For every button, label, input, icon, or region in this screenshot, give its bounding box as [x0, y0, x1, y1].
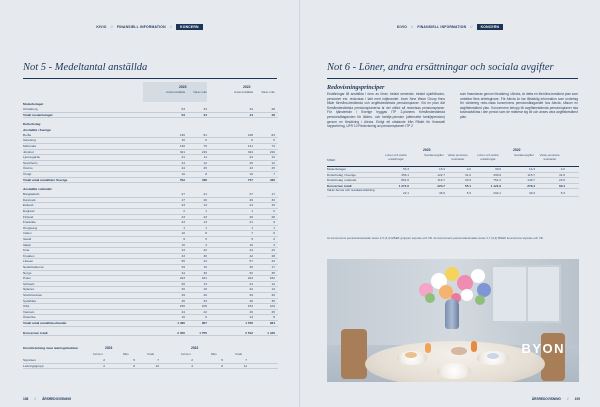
cell-value: 182 [269, 276, 275, 281]
cell-value: 150 [179, 304, 185, 309]
row-label: Borås [23, 132, 32, 137]
col-head: Kvinnor [181, 352, 191, 356]
table-body [23, 102, 278, 336]
cell-value: 53 [181, 112, 185, 117]
cell-value: 6 [205, 138, 207, 143]
note-title: Not 6 - Löner, andra ersättningar och sociala avgifter [327, 62, 554, 73]
cell-value: 48 [249, 298, 253, 303]
cell-value: 0 [273, 209, 275, 214]
col-head: Män [123, 352, 129, 356]
cell-value: 26 [203, 197, 207, 202]
cell-value: 957 [201, 320, 207, 325]
cell-value: 7 [273, 171, 275, 176]
cell-value: 44 [249, 248, 253, 253]
cell-value: 356.1 [401, 172, 409, 177]
cell-value: 44 [181, 166, 185, 171]
row-label: Anställda i Sverige [23, 127, 51, 132]
body-paragraph: Ersättningar till anställda i form av löner, betald semester, betald sjukfrånvaro, pensioner etc. redovisas i takt med intjänandet. Inom New Wave Group finns både förmåns-bestämda och avgiftsbestämda pensionsplaner. Vid en plan där förmånsbestämda pensionsplanerna är del utförd så redovisas pensionsplaner. För tjänstemän i Sverige tryggas ITP 2-planens förmånsbestämda pensionsåtaganden för ålders- och familje-pension (alternativt familjepension) genom en försäkring i Alecta. Enligt ett uttalande från Rådet för finansiell rapportering, UFR 10 Redovisning av pensionsplanen ITP 2 [327, 92, 445, 129]
cell-value: 44 [181, 309, 185, 314]
col-head: Totalt [235, 352, 242, 356]
cell-value: 43 [181, 214, 185, 219]
cell-value: 1 [205, 225, 207, 230]
cell-value: 30 [203, 270, 207, 275]
cell-value: 9 [183, 237, 185, 242]
employees-table [23, 82, 278, 336]
cell-value: 1 121.9 [490, 183, 501, 188]
cell-value: 1 271.0 [398, 183, 409, 188]
cell-value: 44 [181, 248, 185, 253]
page-header: KIVIO // FINANSIELL INFORMATION // KONCERN [0, 24, 299, 30]
dist-label: Könsfördelning inom ledningsfunktion [23, 346, 79, 350]
row-label: Island [23, 237, 32, 242]
cell-value: 43 [271, 259, 275, 264]
cell-value: 1 755 [199, 330, 207, 335]
cell-value: 751.4 [493, 178, 501, 183]
cell-value: 8 [221, 363, 223, 368]
row-label: Ledningsgrupp [23, 363, 44, 368]
cell-value: 9 [273, 220, 275, 225]
cell-value: 8 [133, 363, 135, 368]
cell-value: 28 [271, 107, 275, 112]
cell-value: 2 512 [245, 330, 253, 335]
row-label: Ornäsberg [23, 107, 38, 112]
cell-value: 244 [247, 276, 253, 281]
cell-value: 438 [201, 177, 207, 182]
cell-value: 13 [203, 220, 207, 225]
salaries-table [327, 146, 579, 197]
cell-value: 5 [251, 237, 253, 242]
cell-value: 149.7 [527, 178, 535, 183]
cell-value: 16 [249, 171, 253, 176]
row-label: Anställda i utlandet [23, 187, 52, 192]
cell-value: 22 [249, 287, 253, 292]
col-head: Varav pensions-kostnader [447, 153, 469, 161]
col-head: Antal anställda [234, 90, 253, 94]
cell-value: 55.1 [464, 183, 471, 188]
footnote: Av koncernens pensionskostnader avser 4,5 (4,4) MSEK gruppen styrelse och VD. Av koncernens pensionskostnader avser 2,7 (4,4) MSEK koncernens styrelse och VD. [327, 236, 544, 240]
row-label: USA [23, 304, 30, 309]
cell-value: 216 [269, 149, 275, 154]
row-label: Schweiz [23, 281, 35, 286]
cell-value: 130 [179, 143, 185, 148]
gender-distribution-table [23, 344, 278, 369]
cell-value: 34 [203, 107, 207, 112]
row-label: Frankrike [23, 220, 36, 225]
title-rule [23, 78, 277, 79]
col-head: Varav män [193, 90, 207, 94]
cell-value: 22.1 [402, 191, 409, 196]
section-heading: Redovisningsprinciper [327, 84, 385, 91]
cell-value: 436 [269, 177, 275, 182]
cell-value: 52 [249, 270, 253, 275]
row-label: Varav bonus och resultatersättning [327, 188, 375, 193]
header-section: FINANSIELL INFORMATION [417, 25, 467, 29]
row-label: Totalt antal anställda utlandet [23, 320, 67, 325]
row-label: Hongkong [23, 225, 38, 230]
row-label: Indien [23, 231, 32, 236]
cell-value: 22 [203, 309, 207, 314]
cell-value: 8 [205, 231, 207, 236]
cell-value: 17 [271, 265, 275, 269]
cell-value: 16 [203, 287, 207, 292]
cell-value: 141 [247, 143, 253, 148]
cell-value: 23 [203, 214, 207, 219]
note-title: Not 5 - Medeltantal anställda [23, 62, 148, 73]
row-label: Totalt moderbolaget [23, 112, 53, 117]
row-label: Jönsbol [23, 149, 34, 154]
cell-value: 7 [245, 358, 247, 362]
table-body [327, 167, 579, 197]
cell-value: 2 [273, 237, 275, 242]
cell-value: 20 [203, 292, 207, 297]
cell-value: 1 [205, 209, 207, 214]
row-label: Danmark [23, 197, 36, 202]
page-folio: ÅRSREDOVISNING // 109 [531, 397, 580, 401]
cell-value: 6 [251, 138, 253, 143]
cell-value: 5 [205, 237, 207, 242]
page-header: KIVIO // FINANSIELL INFORMATION // KONCERN [300, 24, 600, 30]
cell-value: 24 [249, 203, 253, 208]
cell-value: 27 [249, 192, 253, 197]
cell-value: 181 [201, 276, 207, 281]
cell-value: 153 [247, 304, 253, 309]
cell-value: 29 [181, 265, 185, 269]
cell-value: 30 [203, 253, 207, 258]
cell-value: 29 [181, 292, 185, 297]
cell-value: 43 [181, 253, 185, 258]
cell-value: 21 [249, 220, 253, 225]
row-label: Italien [23, 242, 32, 247]
cell-value: 1 495 [177, 320, 185, 325]
cell-value: 23 [271, 248, 275, 253]
body-paragraph: som finansieras genom försäkring i Alecta, är detta en förmåns-bestämd plan som omfattar flera arbetsgivare. För Alecta är har tillräcklig information som underlag för värdering redo-visas koncernens pensionsåtagandet hos Alecta, såsom en avgiftsbestämd plan. Koncernens belopp till avgiftsbestämda pensionsplaner ska kostnadsföras i den period som de relaterar sig till och anses vara avgiftsbestämd plan. [460, 92, 578, 119]
cell-value: 13 [203, 281, 207, 286]
row-label: Koncernen totalt [23, 330, 48, 335]
col-head: Män [211, 352, 217, 356]
cell-value: 76 [203, 143, 207, 148]
cell-value: 39.6 [494, 167, 501, 171]
cell-value: 2 450 [177, 330, 185, 335]
cell-value: 330.9 [493, 172, 501, 177]
cell-value: 1 [273, 225, 275, 230]
cell-value: 10 [181, 231, 185, 236]
row-label: Dotterbolag i Sverige [327, 172, 356, 177]
cell-value: 1 [183, 225, 185, 230]
row-label: Sydafrika [23, 298, 36, 303]
cell-value: 1 [251, 209, 253, 214]
cell-value: 279.4 [527, 183, 535, 188]
cell-value: 29 [249, 292, 253, 297]
row-label: Nederländerna [23, 265, 44, 269]
cell-value: 28 [271, 214, 275, 219]
unit-label: MSEK [327, 158, 336, 162]
header-active-tab: KONCERN [176, 24, 203, 30]
row-label: Moderbolaget [327, 167, 346, 171]
cell-value: 23 [181, 220, 185, 225]
cell-value: 47 [181, 197, 185, 202]
row-label: Estland [23, 203, 34, 208]
col-head: Kvinnor [93, 352, 103, 356]
row-label: Kina [23, 248, 30, 253]
cell-value: 27 [181, 192, 185, 197]
cell-value: 22 [203, 248, 207, 253]
cell-value: 25 [203, 166, 207, 171]
row-label: Bangladesh [23, 192, 40, 197]
cell-value: 12 [271, 281, 275, 286]
cell-value: 13 [249, 315, 253, 320]
cell-value: 10 [181, 242, 185, 247]
cell-value: 3 [191, 363, 193, 368]
page-number: 109 [574, 397, 580, 401]
cell-value: 861.6 [401, 178, 409, 183]
col-head: Varav pensions-kostnader [539, 153, 561, 161]
cell-value: 6 [205, 315, 207, 320]
header-active-tab: KONCERN [477, 24, 504, 30]
cell-value: 13 [203, 203, 207, 208]
cell-value: 46.9 [438, 191, 445, 196]
cell-value: 44 [249, 112, 253, 117]
cell-value: 15.3 [438, 167, 445, 171]
cell-value: 2 [183, 209, 185, 214]
row-label: Göteborg [23, 138, 36, 143]
table-header [23, 82, 278, 102]
cell-value: 74 [271, 143, 275, 148]
brand-logo: BYON [521, 341, 565, 356]
cell-value: 20 [271, 292, 275, 297]
col-head: Löner och andra ersättningar [477, 153, 499, 161]
cell-value: 56 [181, 259, 185, 264]
cell-value: 10 [155, 363, 159, 368]
row-label: Österrike [23, 315, 36, 320]
row-label: Vietnam [23, 309, 35, 314]
cell-value: 2 [103, 358, 105, 362]
cell-value: 4.0 [560, 167, 565, 171]
cell-value: 116.7 [437, 178, 445, 183]
cell-value: 1 576 [245, 320, 253, 325]
row-label: Stockholm [23, 160, 38, 165]
cell-value: 12 [271, 160, 275, 165]
cell-value: 2 [103, 363, 105, 368]
cell-value: 122.7 [437, 172, 445, 177]
cell-value: 35 [271, 270, 275, 275]
col-head: Totalt [147, 352, 154, 356]
row-label: Övrigt [23, 171, 32, 176]
cell-value: 6 [273, 231, 275, 236]
report-name: ÅRSREDOVISNING [42, 397, 72, 401]
cell-value: 34 [203, 112, 207, 117]
header-brand: KIVIO [96, 25, 107, 29]
cell-value: 30 [249, 265, 253, 269]
row-label: Örebro [23, 166, 33, 171]
cell-value: 14 [271, 287, 275, 292]
cell-value: 35 [271, 298, 275, 303]
cell-value: 24 [249, 281, 253, 286]
cell-value: 11 [203, 155, 207, 160]
row-label: Storbritannien [23, 292, 43, 297]
cell-value: 24.6 [558, 178, 565, 183]
cell-value: 31.8 [558, 172, 565, 177]
cell-value: 115.7 [527, 172, 535, 177]
row-label: Finland [23, 214, 34, 219]
cell-value: 31.0 [464, 172, 471, 177]
title-rule [327, 78, 578, 79]
cell-value: 10 [181, 315, 185, 320]
cell-value: 4 [205, 242, 207, 247]
cell-value: 16 [181, 171, 185, 176]
page-number: 108 [23, 397, 29, 401]
year-2022: 2022 [191, 346, 199, 350]
row-label: Kroatien [23, 253, 35, 258]
cell-value: 717 [247, 177, 253, 182]
report-name: ÅRSREDOVISNING [531, 397, 561, 401]
cell-value: 16 [203, 265, 207, 269]
cell-value: 2 [191, 358, 193, 362]
row-label: Litauen [23, 259, 34, 264]
cell-value: 40.3 [528, 191, 535, 196]
cell-value: 42 [249, 253, 253, 258]
cell-value: 81 [203, 132, 207, 137]
cell-value: 57 [249, 259, 253, 264]
cell-value: 15 [271, 203, 275, 208]
row-label: England [23, 209, 35, 214]
year-2023: 2023 [423, 148, 431, 152]
row-label: Styrelsen [23, 358, 36, 362]
header-section: FINANSIELL INFORMATION [116, 25, 166, 29]
cell-value: 8 [273, 315, 275, 320]
cell-value: 11 [243, 363, 247, 368]
row-label: Ljusnegarde [23, 155, 41, 160]
cell-value: 28 [271, 253, 275, 258]
cell-value: 46 [249, 214, 253, 219]
table-row [23, 331, 278, 337]
cell-value: 232.1 [493, 191, 501, 196]
cell-value: 1 [251, 225, 253, 230]
cell-value: 25 [271, 166, 275, 171]
cell-value: 30 [271, 197, 275, 202]
cell-value: 6 [273, 138, 275, 143]
year-2023: 2023 [179, 85, 187, 89]
row-label: Moderbolaget [23, 102, 44, 106]
cell-value: 45 [181, 298, 185, 303]
cell-value: 104 [269, 304, 275, 309]
col-head: Löner och andra ersättningar [385, 153, 407, 161]
cell-value: 219 [201, 149, 207, 154]
cell-value: 10 [181, 138, 185, 143]
cell-value: 44 [249, 107, 253, 112]
col-head: Sociala avgifter [514, 153, 534, 157]
right-page [300, 0, 600, 407]
cell-value: 105 [201, 304, 207, 309]
year-2023: 2023 [105, 346, 113, 350]
cell-value: 7 [157, 358, 159, 362]
cell-value: 138 [247, 132, 253, 137]
row-label: Norge [23, 270, 32, 275]
cell-value: 53 [181, 107, 185, 112]
row-label: Totalt antal anställda i Sverige [23, 177, 68, 182]
cell-value: 44 [181, 270, 185, 275]
cell-value: 321 [179, 149, 185, 154]
cell-value: 23 [181, 203, 185, 208]
cell-value: 5.3 [466, 191, 471, 196]
cell-value: 25 [271, 309, 275, 314]
row-label: Koncernen totalt [327, 183, 352, 188]
col-head: Varav män [261, 90, 275, 94]
table-header [23, 344, 278, 358]
table-row [327, 189, 579, 197]
cell-value: 12 [203, 160, 207, 165]
cell-value: 5 [221, 358, 223, 362]
cell-value: 84 [271, 132, 275, 137]
table-body [23, 358, 278, 369]
cell-value: 21 [181, 155, 185, 160]
cell-value: 21 [203, 192, 207, 197]
cell-value: 24 [249, 155, 253, 160]
cell-value: 7 [251, 231, 253, 236]
cell-value: 24 [181, 160, 185, 165]
page-folio: 108 // ÅRSREDOVISNING [23, 397, 72, 401]
cell-value: 20.3 [464, 178, 471, 183]
cell-value: 243 [179, 276, 185, 281]
cell-value: 10 [249, 242, 253, 247]
cell-value: 14.3 [528, 167, 535, 171]
row-label: Dotterbolag i utlandet [327, 178, 357, 183]
cell-value: 53.3 [402, 167, 409, 171]
table-header [327, 146, 579, 166]
cell-value: 33 [203, 298, 207, 303]
cell-value: 17 [271, 192, 275, 197]
year-2022: 2022 [513, 148, 521, 152]
cell-value: 60.4 [558, 183, 565, 188]
cell-value: 26 [181, 281, 185, 286]
cell-value: 25 [249, 160, 253, 165]
cell-value: 12 [271, 155, 275, 160]
row-label: Mörlunda [23, 143, 36, 148]
cell-value: 224.7 [437, 183, 445, 188]
cell-value: 46 [249, 309, 253, 314]
row-label: Spanien [23, 287, 35, 292]
cell-value: 26 [181, 287, 185, 292]
row-label: Dotterbolag [23, 122, 41, 127]
cell-value: 1 440 [267, 330, 275, 335]
cell-value: 4.0 [466, 167, 471, 171]
col-head: Sociala avgifter [424, 153, 444, 157]
cell-value: 5.3 [560, 191, 565, 196]
cell-value: 43 [249, 166, 253, 171]
cell-value: 8 [205, 171, 207, 176]
year-2022: 2022 [243, 85, 251, 89]
row-label: Polen [23, 276, 31, 281]
cell-value: 5 [133, 358, 135, 362]
dining-table-photo [327, 259, 579, 382]
cell-value: 324 [247, 149, 253, 154]
cell-value: 49 [249, 197, 253, 202]
cell-value: 28 [271, 112, 275, 117]
cell-value: 702 [179, 177, 185, 182]
cell-value: 934 [269, 320, 275, 325]
cell-value: 44 [203, 259, 207, 264]
table-row [23, 364, 278, 370]
cell-value: 136 [179, 132, 185, 137]
header-brand: KIVIO [396, 25, 408, 29]
col-head: Antal anställda [166, 90, 185, 94]
cell-value: 3 [273, 242, 275, 247]
